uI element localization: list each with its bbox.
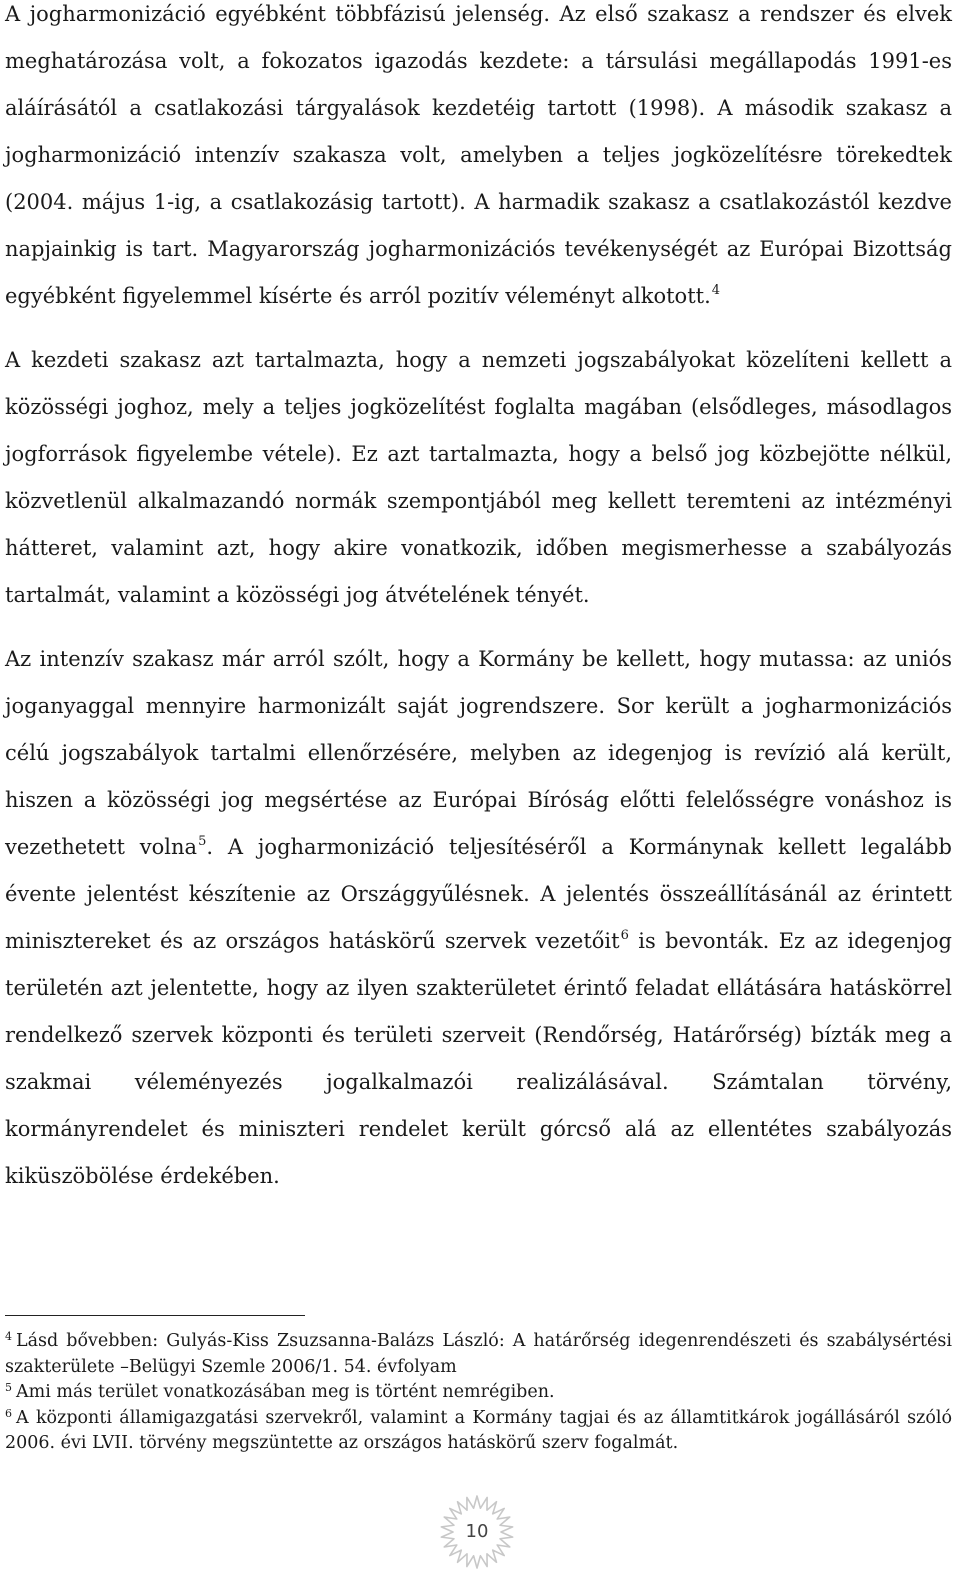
paragraph-intensive-stage-text-1: Az intenzív szakasz már arról szólt, hogy a Kormány be kellett, hogy mutassa: az uniós joganyaggal mennyire harmonizált saját jogrendszere. Sor került a jogharmonizációs célú jogszabályok tartalmi ellenőrzésére, melyben az idegenjog is revízió alá került, hiszen a közösségi jog megsértése az Európai Bíróság előtti felelősségre vonáshoz is vezethetett volna (5, 647, 952, 859)
footnote-text-4: Lásd bővebben: Gulyás-Kiss Zsuzsanna-Balázs László: A határőrség idegenrendészeti és szabálysértési szakterülete –Belügyi Szemle 2006/1. 54. évfolyam (5, 1331, 952, 1377)
page-number: 10 (465, 1521, 489, 1542)
footnotes (5, 1329, 952, 1457)
footnote-number-5: 5 (5, 1381, 12, 1394)
footnote-separator (5, 1315, 305, 1316)
paragraph-phases (5, 0, 952, 320)
footnote-number-4: 4 (5, 1330, 12, 1343)
footnote-text-5: Ami más terület vonatkozásában meg is történt nemrégiben. (16, 1382, 555, 1402)
footnote-ref-6[interactable]: 6 (620, 928, 629, 943)
paragraph-intensive-stage-text-2: . A jogharmonizáció teljesítéséről a Kormánynak kellett legalább évente jelentést készítenie az Országgyűlésnek. A jelentés összeállításánál az érintett minisztereket és az országos hatáskörű szervek vezetőit (5, 835, 952, 953)
footnote-text-6: A központi államigazgatási szervekről, valamint a Kormány tagjai és az államtitkárok jogállásáról szóló 2006. évi LVII. törvény megszüntette az országos hatáskörű szerv fogalmát. (5, 1407, 952, 1453)
paragraph-initial-stage-text: A kezdeti szakasz azt tartalmazta, hogy a nemzeti jogszabályokat közelíteni kellett a közösségi joghoz, mely a teljes jogközelítést foglalta magában (elsődleges, másodlagos jogforrások figyelembe vétele). Ez azt tartalmazta, hogy a belső jog közbejötte nélkül, közvetlenül alkalmazandó normák szempontjából meg kellett teremteni az intézményi hátteret, valamint azt, hogy akire vonatkozik, időben megismerhesse a szabályozás tartalmát, valamint a közösségi jog átvételének tényét. (5, 348, 952, 607)
footnote-5 (5, 1380, 952, 1406)
footnote-4 (5, 1329, 952, 1380)
page-number-badge (427, 1490, 527, 1574)
footnote-6 (5, 1406, 952, 1457)
paragraph-intensive-stage-text-3: is bevonták. Ez az idegenjog területén azt jelentette, hogy az ilyen szakterületet érintő feladat ellátására hatáskörrel rendelkező szervek központi és területi szerveit (Rendőrség, Határőrség) bízták meg a szakmai véleményezés jogalkalmazói realizálásával. Számtalan törvény, kormányrendelet és miniszteri rendelet került górcső alá az ellentétes szabályozás kiküszöbölése érdekében. (5, 929, 952, 1188)
document-body (5, 0, 952, 1200)
paragraph-phases-text: A jogharmonizáció egyébként többfázisú jelenség. Az első szakasz a rendszer és elvek meghatározása volt, a fokozatos igazodás kezdete: a társulási megállapodás 1991-es aláírásától a csatlakozási tárgyalások kezdetéig tartott (1998). A második szakasz a jogharmonizáció intenzív szakasza volt, amelyben a teljes jogközelítésre törekedtek (2004. május 1-ig, a csatlakozásig tartott). A harmadik szakasz a csatlakozástól kezdve napjainkig is tart. Magyarország jogharmonizációs tevékenységét az Európai Bizottság egyébként figyelemmel kísérte és arról pozitív véleményt alkotott. (5, 2, 952, 308)
footnote-ref-5[interactable]: 5 (198, 834, 207, 849)
footnote-number-6: 6 (5, 1406, 12, 1420)
footnote-ref-4[interactable]: 4 (711, 283, 721, 298)
paragraph-initial-stage (5, 337, 952, 619)
paragraph-intensive-stage (5, 636, 952, 1200)
